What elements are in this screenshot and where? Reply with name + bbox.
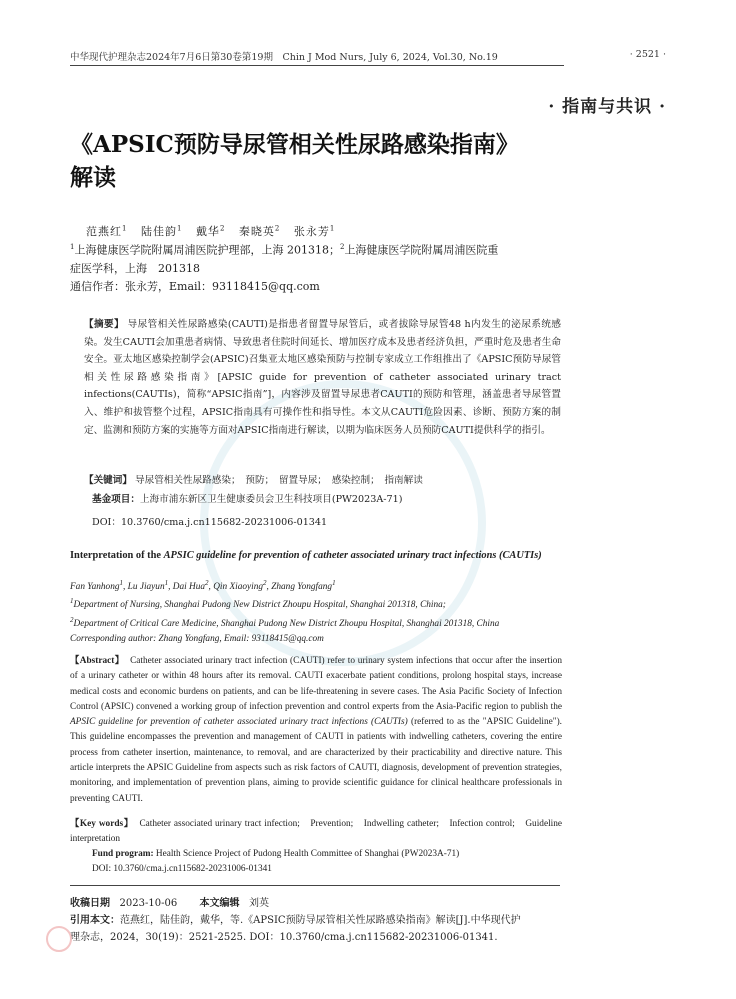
doi-cn: DOI：10.3760/cma.j.cn115682-20231006-01341 [92,517,328,528]
abstract-en: 【Abstract】 Catheter associated urinary tract infection (CAUTI) refer to urinary system infections that occur after the insertion of a urinary catheter or within 48 hours after its removal. CAUTI exacerbate patient conditions, prolong hospital stays, increase medical costs and economic burdens on patients, and can be life-threatening in severe cases. The Asia Pacific Society of Infection Control (APSIC) convened a working group of infection prevention and control experts from the Asia-Pacific region to publish the APSIC guideline for prevention of catheter associated urinary tract infections (CAUTIs) (referred to as the "APSIC Guideline"). This guideline encompasses the prevention and management of CAUTI in patients with indwelling catheters, covering the entire process from catheter insertion, maintenance, to removal, and are characterized by their practicability and directive nature. This article interprets the APSIC Guideline from aspects such as risk factors of CAUTI, diagnosis, development of prevention strategies, monitoring, and implementation of prevention plans, aiming to provide scientific guidance for clinical healthcare professionals in preventing CAUTI. [70,656,563,804]
journal-header: 中华现代护理杂志2024年7月6日第30卷第19期 Chin J Mod Nurs, July 6, 2024, Vol.30, No.19 [70,52,498,63]
author-cn: 秦晓英$^2$ [238,224,281,238]
title-line-2: 解读 [70,164,116,191]
author-cn: 张永芳$^1$ [293,224,336,238]
footer-rule [70,885,560,886]
article-title [70,128,570,194]
author-cn: 戴华$^2$ [195,224,226,238]
keywords-cn: 【关键词】 导尿管相关性尿路感染； 预防； 留置导尿； 感染控制； 指南解读 [84,475,423,486]
authors-cn [86,223,335,239]
header-rule [70,65,564,66]
affiliation-en: $^1$Department of Nursing, Shanghai Pudong New District Zhoupu Hospital, Shanghai 201318, China; $^2$Department of Critical Care Medicine, Shanghai Pudong New District Zhoupu Hospital, Shanghai 201318, China Corresponding author: Zhang Yongfang, Email: 93118415@qq.com [70,594,562,647]
abstract-cn-text: 导尿管相关性尿路感染(CAUTI)是指患者留置导尿管后，或者拔除导尿管48 h内发生的泌尿系统感染。发生CAUTI会加重患者病情、导致患者住院时间延长、增加医疗成本及患者经济负担，严重时危及患者生命安全。亚太地区感染控制学会(APSIC)召集亚太地区感染预防与控制专家成立工作组推出了《APSIC预防导尿管相关性尿路感染指南》[APSIC guide for prevention of catheter associated urinary tract infections(CAUTIs)，简称“APSIC指南”]，内容涉及留置导尿患者CAUTI的预防和管理，涵盖患者导尿管置入、维护和拔管整个过程，APSIC指南具有可操作性和指导性。本文从CAUTI危险因素、诊断、预防方案的制定、监测和预防方案的实施等方面对APSIC指南进行解读，以期为临床医务人员预防CAUTI提供科学的指引。 [84,319,561,436]
abstract-cn [84,316,561,439]
english-title: Interpretation of the APSIC guideline for prevention of catheter associated urinary tract infections (CAUTIs) [70,550,542,561]
red-stamp-icon [46,926,72,952]
affiliation-cn: $^1$上海健康医学院附属周浦医院护理部，上海 201318；$^2$上海健康医学院附属周浦医院重 症医学科，上海 201318 通信作者：张永芳，Email：93118415@qq.com [70,238,562,296]
authors-en: Fan Yanhong$^1$, Lu Jiayun$^1$, Dai Hua$^2$, Qin Xiaoying$^2$, Zhang Yongfang$^1$ [70,579,336,593]
author-cn: 陆佳韵$^1$ [140,224,183,238]
corresponding-author-en: Corresponding author: Zhang Yongfang, Email: 93118415@qq.com [70,634,324,645]
page-number: · 2521 · [629,49,666,60]
doi-en: DOI: 10.3760/cma.j.cn115682-20231006-01341 [92,864,272,874]
received-info: 收稿日期 2023-10-06 本文编辑 刘英 [70,898,270,909]
fund-en: Fund program: Health Science Project of Pudong Health Committee of Shanghai (PW2023A-71) [92,849,460,859]
corresponding-author-cn: 通信作者：张永芳，Email：93118415@qq.com [70,279,320,293]
abstract-cn-label: 【摘要】 [84,319,125,330]
citation: 引用本文：范燕红，陆佳韵，戴华，等.《APSIC预防导尿管相关性尿路感染指南》解读[J].中华现代护 理杂志，2024，30(19)：2521-2525. DOI：10.3760/cma.j.cn115682-20231006-01341. [70,915,521,943]
title-line-1: 《APSIC预防导尿管相关性尿路感染指南》 [70,131,519,158]
keywords-en: 【Key words】 Catheter associated urinary tract infection; Prevention; Indwelling catheter; Infection control; Guideline interpretation [70,819,563,845]
section-tag: · 指南与共识 · [548,97,666,117]
author-cn: 范燕红$^1$ [86,224,128,238]
fund-cn: 基金项目：上海市浦东新区卫生健康委员会卫生科技项目(PW2023A-71) [92,494,403,505]
